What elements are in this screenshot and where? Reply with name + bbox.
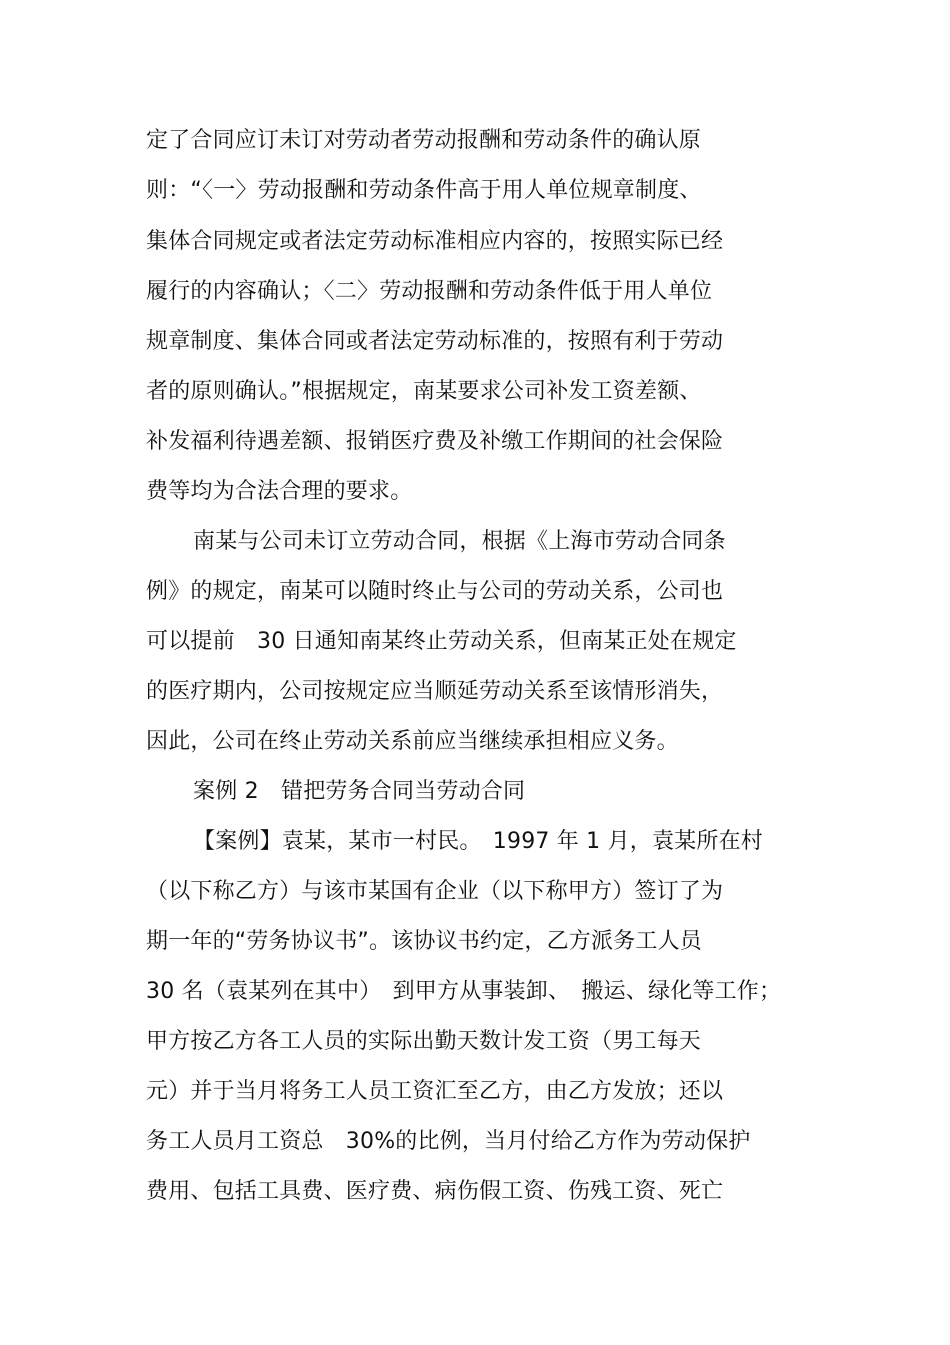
- text-line: 例》的规定，南某可以随时终止与公司的劳动关系，公司也: [146, 579, 724, 604]
- text-line: 务工人员月工资总 30%的比例，当月付给乙方作为劳动保护: [146, 1129, 751, 1154]
- text-line: 补发福利待遇差额、报销医疗费及补缴工作期间的社会保险: [146, 429, 724, 454]
- text-line: 因此，公司在终止劳动关系前应当继续承担相应义务。: [146, 729, 679, 754]
- text-line: 规章制度、集体合同或者法定劳动标准的，按照有利于劳动: [146, 329, 724, 354]
- section-heading: 案例 2 错把劳务合同当劳动合同: [193, 779, 526, 804]
- text-line: 者的原则确认。”根据规定，南某要求公司补发工资差额、: [146, 379, 702, 404]
- text-line: 的医疗期内，公司按规定应当顺延劳动关系至该情形消失，: [146, 679, 724, 704]
- paragraph-first-line: 【案例】袁某，某市一村民。 1997 年 1 月，袁某所在村: [193, 829, 763, 854]
- text-line: 可以提前 30 日通知南某终止劳动关系，但南某正处在规定: [146, 629, 737, 654]
- text-line: （以下称乙方）与该市某国有企业（以下称甲方）签订了为: [146, 879, 724, 904]
- text-line: 履行的内容确认；〈二〉劳动报酬和劳动条件低于用人单位: [146, 279, 713, 304]
- text-line: 集体合同规定或者法定劳动标准相应内容的，按照实际已经: [146, 229, 724, 254]
- text-line: 期一年的“劳务协议书”。该协议书约定，乙方派务工人员: [146, 929, 702, 954]
- text-line: 费等均为合法合理的要求。: [146, 479, 413, 504]
- text-line: 甲方按乙方各工人员的实际出勤天数计发工资（男工每天: [146, 1029, 702, 1054]
- paragraph-first-line: 南某与公司未订立劳动合同，根据《上海市劳动合同条: [193, 529, 726, 554]
- text-line: 定了合同应订未订对劳动者劳动报酬和劳动条件的确认原: [146, 128, 702, 153]
- text-line: 则：“〈一〉劳动报酬和劳动条件高于用人单位规章制度、: [146, 178, 702, 203]
- text-line: 30 名（袁某列在其中） 到甲方从事装卸、 搬运、绿化等工作；: [146, 979, 782, 1004]
- text-line: 元）并于当月将务工人员工资汇至乙方，由乙方发放；还以: [146, 1079, 724, 1104]
- text-line: 费用、包括工具费、医疗费、病伤假工资、伤残工资、死亡: [146, 1179, 724, 1204]
